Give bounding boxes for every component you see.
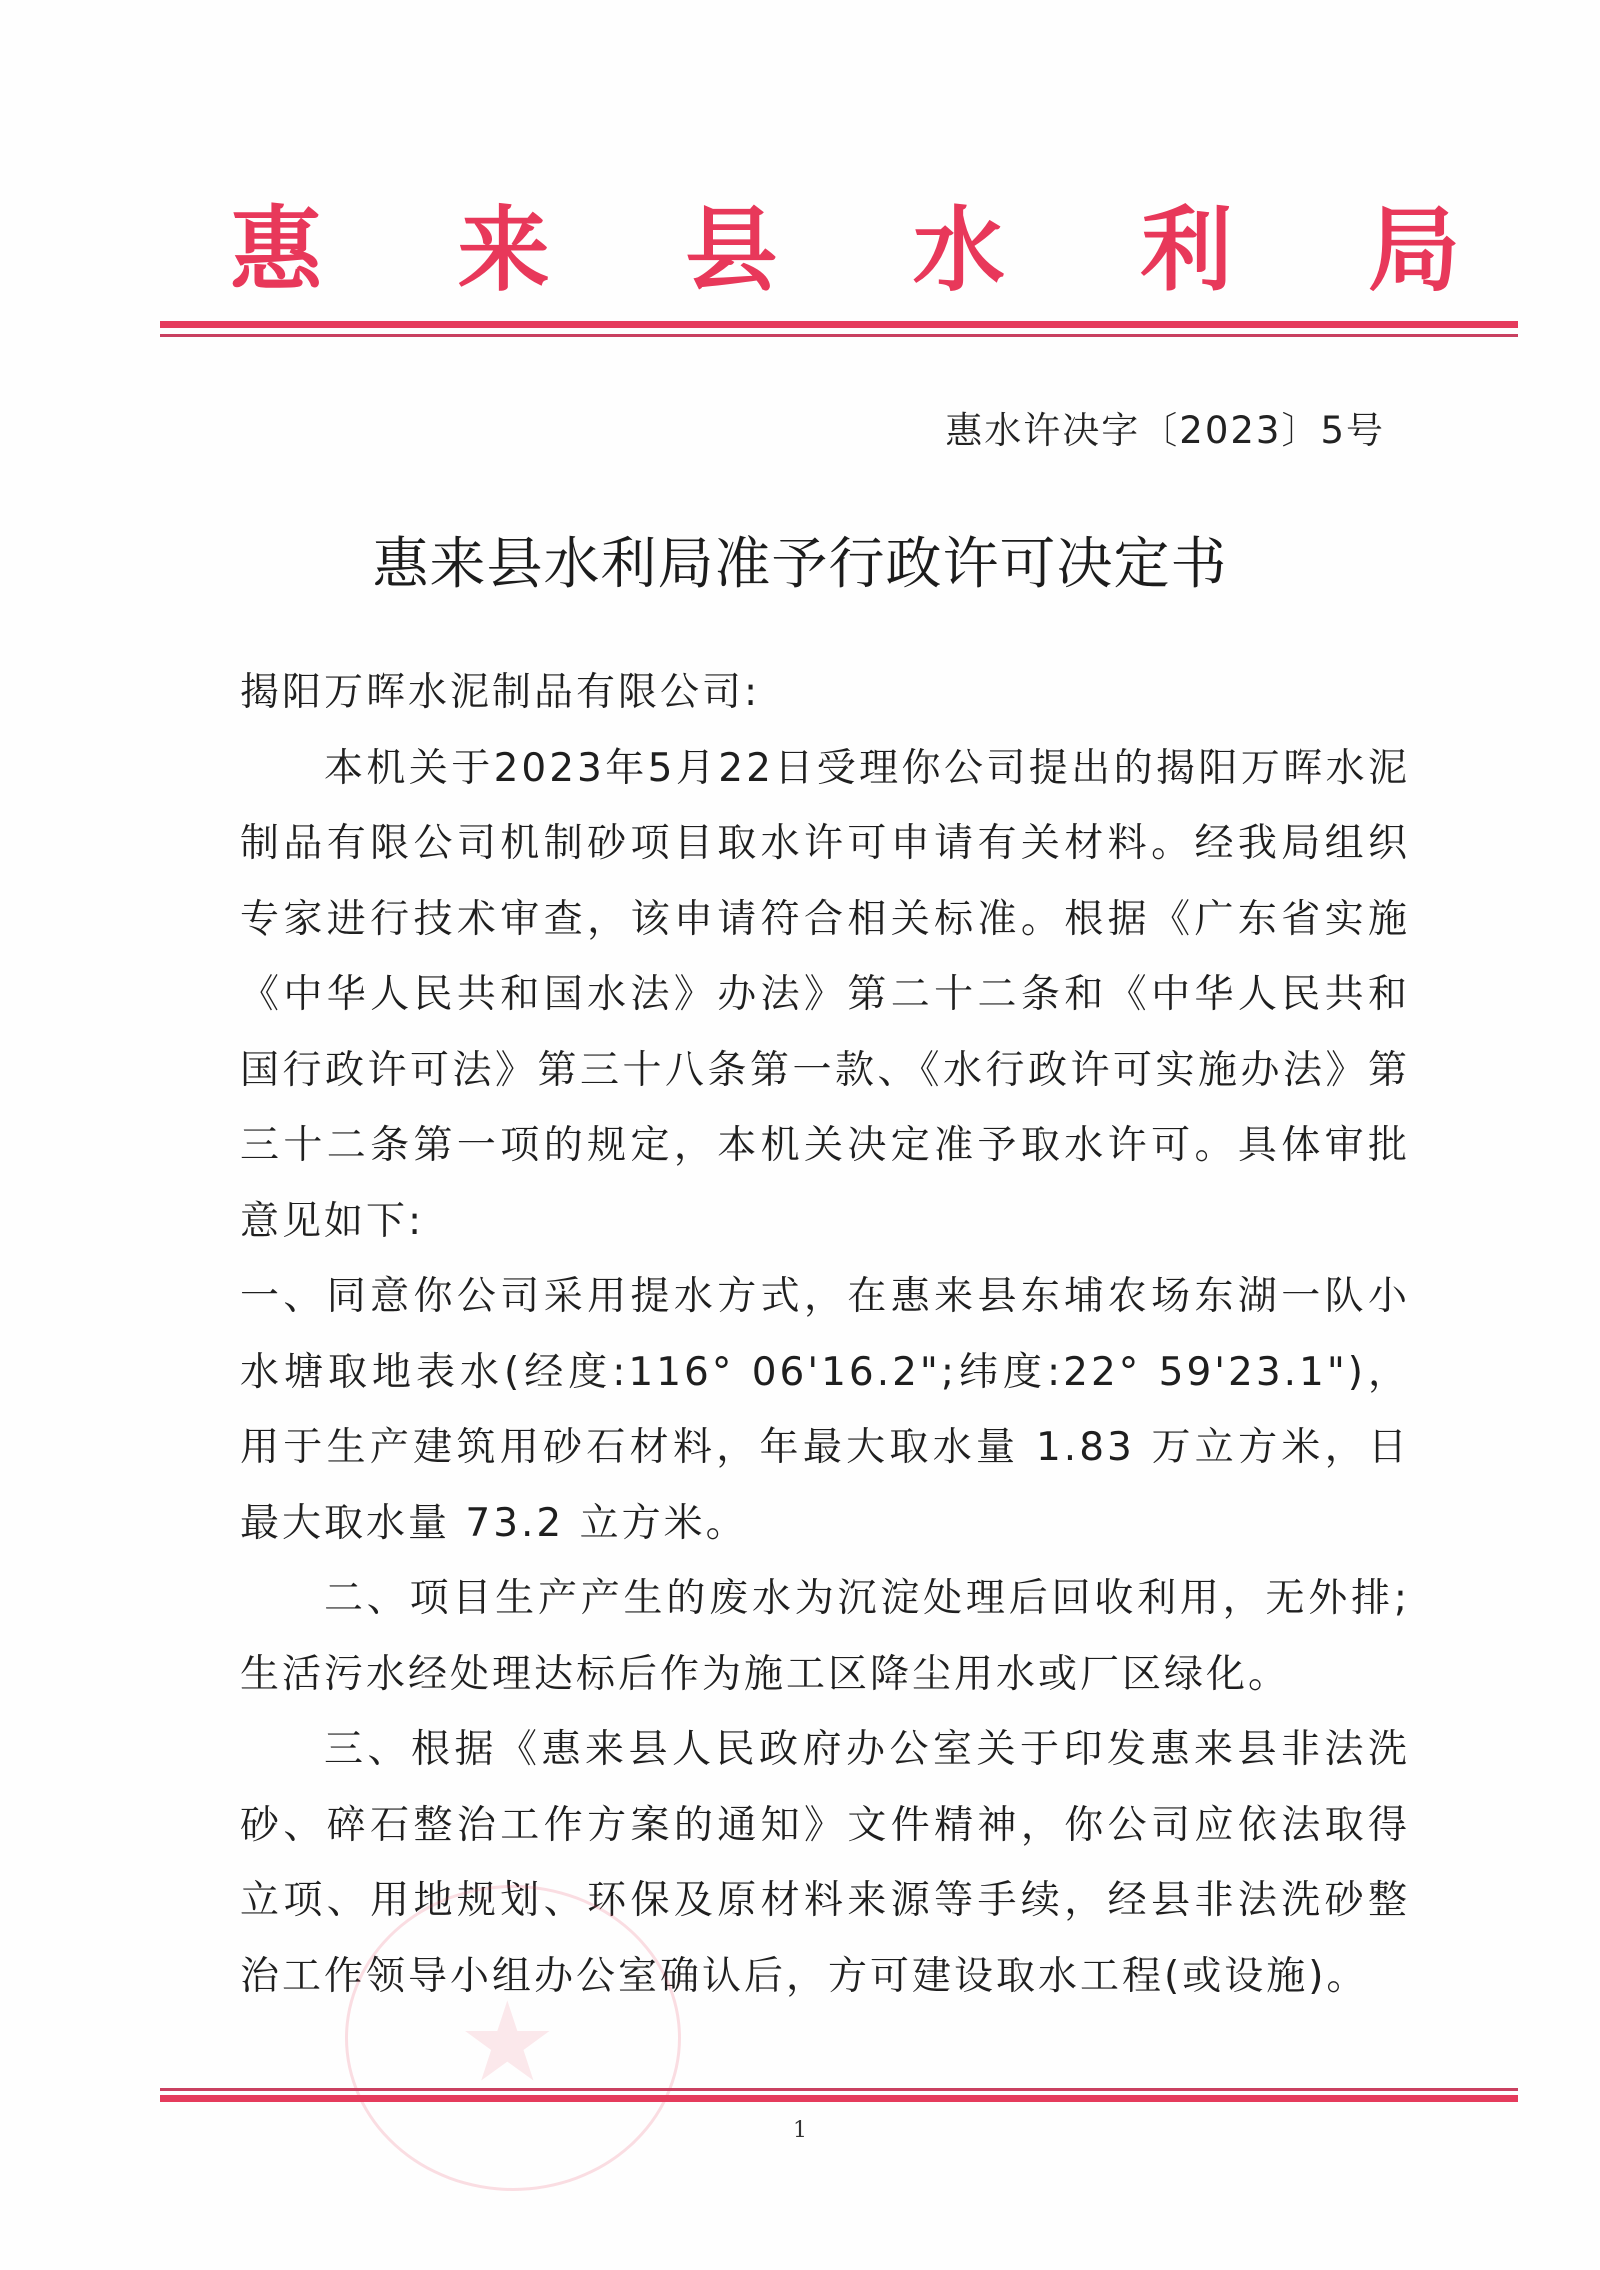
recipient: 揭阳万晖水泥制品有限公司: (240, 670, 761, 715)
document-number: 惠水许决字〔2023〕5号 (945, 409, 1385, 452)
masthead-char: 惠 (230, 196, 323, 304)
masthead-char: 县 (685, 196, 778, 304)
masthead-char: 水 (912, 196, 1005, 304)
paragraph-item-3: 三、根据《惠来县人民政府办公室关于印发惠来县非法洗砂、碎石整治工作方案的通知》文件精神，你公司应依法取得立项、用地规划、环保及原材料来源等手续，经县非法洗砂整治工作领导小组办公室确认后，方可建设取水工程(或设施)。 (240, 1727, 1410, 1999)
paragraph-item-2: 二、项目生产产生的废水为沉淀处理后回收利用，无外排;生活污水经处理达标后作为施工区降尘用水或厂区绿化。 (240, 1576, 1410, 1697)
masthead-char: 局 (1367, 196, 1460, 304)
seal-star-icon: ★ (458, 1978, 557, 2106)
header-red-rule-thick (160, 321, 1518, 328)
footer-red-rule-thick (160, 2095, 1518, 2102)
issuing-authority-masthead (230, 195, 1460, 305)
document-body (240, 655, 1410, 2014)
page-number: 1 (793, 2118, 807, 2143)
document-title: 惠来县水利局准予行政许可决定书 (372, 532, 1228, 597)
paragraph-item-1: 一、同意你公司采用提水方式，在惠来县东埔农场东湖一队小水塘取地表水(经度:116° 06'16.2";纬度:22° 59'23.1")，用于生产建筑用砂石材料，年最大取水量 1.83 万立方米，日最大取水量 73.2 立方米。 (240, 1274, 1410, 1546)
paragraph-intro: 本机关于2023年5月22日受理你公司提出的揭阳万晖水泥制品有限公司机制砂项目取水许可申请有关材料。经我局组织专家进行技术审查，该申请符合相关标准。根据《广东省实施《中华人民共和国水法》办法》第二十二条和《中华人民共和国行政许可法》第三十八条第一款、《水行政许可实施办法》第三十二条第一项的规定，本机关决定准予取水许可。具体审批意见如下: (240, 745, 1410, 1244)
footer-red-rule-thin (160, 2088, 1518, 2091)
header-red-rule-thin (160, 334, 1518, 337)
masthead-char: 来 (457, 196, 550, 304)
masthead-char: 利 (1140, 196, 1233, 304)
